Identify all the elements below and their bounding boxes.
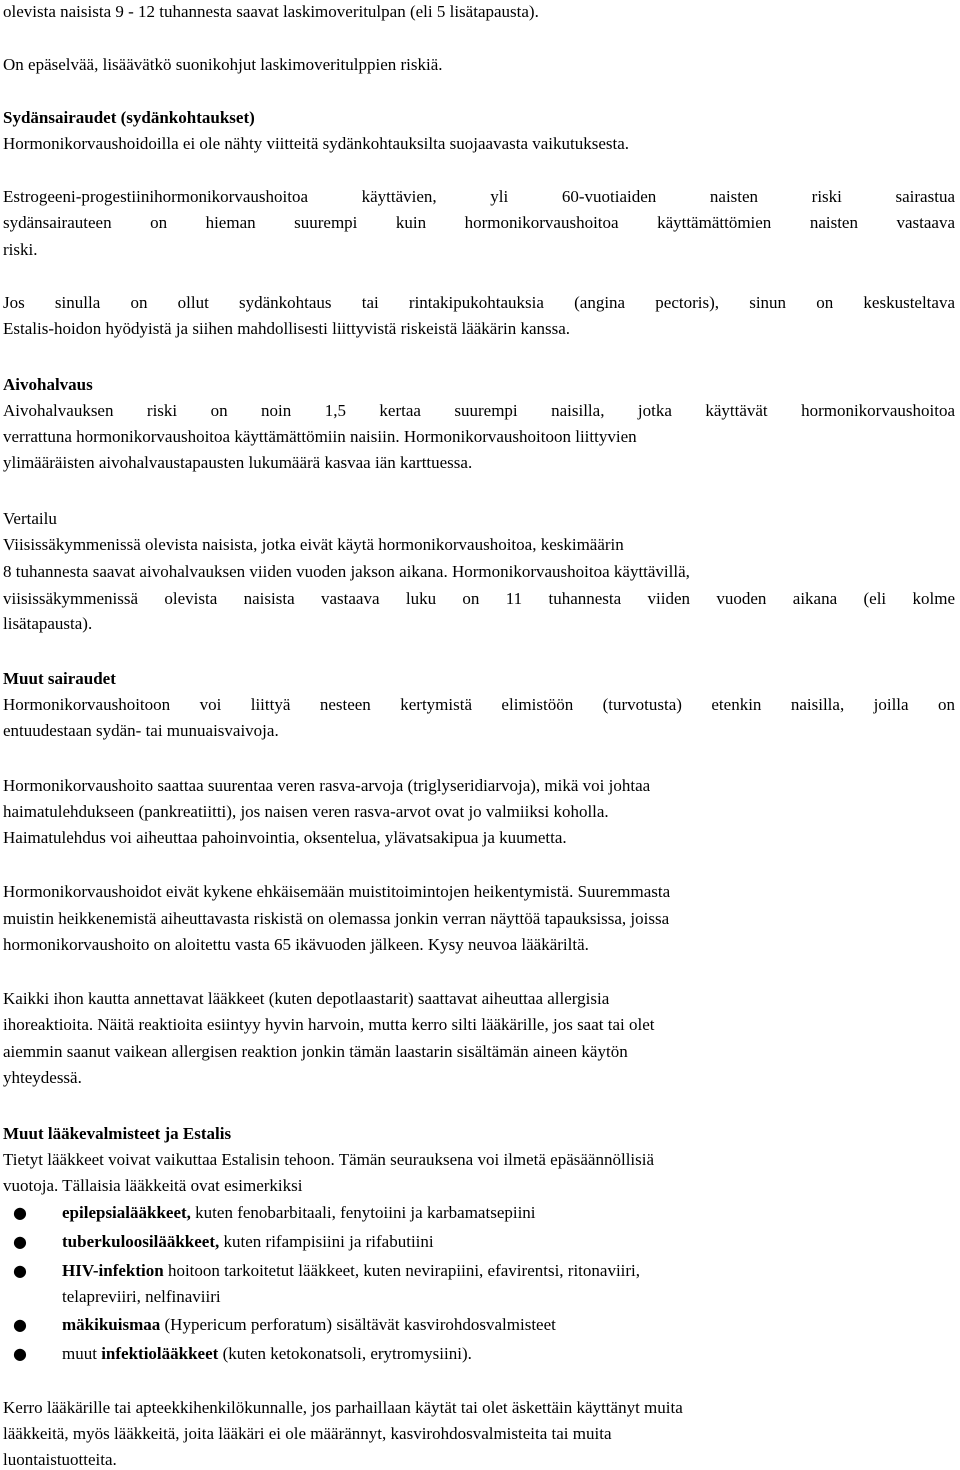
body-text-line: yhteydessä.: [3, 1068, 82, 1087]
list-item: [62, 1203, 536, 1223]
body-text-line: 8 tuhannesta saavat aivohalvauksen viiden vuoden jakson aikana. Hormonikorvaushoitoa käyttävillä,: [3, 562, 690, 581]
section-heading-drug-interactions: Muut lääkevalmisteet ja Estalis: [3, 1124, 232, 1143]
body-text-line: Hormonikorvaushoito saattaa suurentaa veren rasva-arvoja (triglyseridiarvoja), mikä voi johtaa: [3, 776, 651, 795]
section-heading-comparison: Vertailu: [3, 509, 57, 528]
body-text-line: verrattuna hormonikorvaushoitoa käyttämättömiin naisiin. Hormonikorvaushoitoon liittyvien: [3, 427, 637, 446]
list-item-bold-term: tuberkuloosilääkkeet,: [62, 1232, 220, 1251]
bullet-dot-icon: ●: [13, 1261, 27, 1280]
body-text-line: lääkkeitä, myös lääkkeitä, joita lääkäri ei ole määrännyt, kasvirohdosvalmisteita tai muita: [3, 1424, 612, 1443]
list-item-text: kuten fenobarbitaali, fenytoiini ja karbamatsepiini: [190, 1203, 536, 1222]
list-item-text: (kuten ketokonatsoli, erytromysiini).: [218, 1344, 472, 1363]
body-text-line: haimatulehdukseen (pankreatiitti), jos naisen veren rasva-arvot ovat jo valmiiksi koholla.: [3, 802, 609, 821]
list-item: [62, 1232, 434, 1252]
body-text-line: On epäselvää, lisäävätkö suonikohjut laskimoveritulppien riskiä.: [3, 55, 443, 74]
list-item-continuation: telapreviiri, nelfinaviiri: [62, 1287, 221, 1306]
bullet-dot-icon: ●: [13, 1232, 27, 1251]
list-item-bold-term: HIV-infektion: [62, 1261, 164, 1280]
body-text-line: sydänsairauteen on hieman suurempi kuin hormonikorvaushoitoa käyttämättömien naisten vastaava: [3, 213, 955, 232]
body-text-line: Estrogeeni-progestiinihormonikorvaushoitoa käyttävien, yli 60-vuotiaiden naisten riski sairastua: [3, 187, 955, 206]
body-text-line: Hormonikorvaushoitoon voi liittyä nesteen kertymistä elimistöön (turvotusta) etenkin naisilla, joilla on: [3, 695, 955, 714]
list-item-bold-term: mäkikuismaa: [62, 1315, 161, 1334]
body-text-line: aiemmin saanut vaikean allergisen reaktion jonkin tämän laastarin sisältämän aineen käytön: [3, 1042, 628, 1061]
body-text-line: Hormonikorvaushoidot eivät kykene ehkäisemään muistitoimintojen heikentymistä. Suuremmasta: [3, 882, 671, 901]
body-text-line: ylimääräisten aivohalvaustapausten lukumäärä kasvaa iän karttuessa.: [3, 453, 473, 472]
bullet-dot-icon: ●: [13, 1344, 27, 1363]
list-item: [62, 1344, 472, 1364]
bullet-dot-icon: ●: [13, 1315, 27, 1334]
bullet-dot-icon: ●: [13, 1203, 27, 1222]
section-heading-stroke: Aivohalvaus: [3, 375, 93, 394]
list-item: [62, 1261, 640, 1281]
body-text-line: Kerro lääkärille tai apteekkihenkilökunnalle, jos parhaillaan käytät tai olet äskettäin käyttänyt muita: [3, 1398, 683, 1417]
list-item-text: (Hypericum perforatum) sisältävät kasvirohdosvalmisteet: [160, 1315, 556, 1334]
list-item-text: kuten rifampisiini ja rifabutiini: [219, 1232, 434, 1251]
body-text-line: Tietyt lääkkeet voivat vaikuttaa Estalisin tehoon. Tämän seurauksena voi ilmetä epäsäännöllisiä: [3, 1150, 655, 1169]
body-text-line: Hormonikorvaushoidoilla ei ole nähty viitteitä sydänkohtauksilta suojaavasta vaikutuksesta.: [3, 134, 630, 153]
list-item-bold-term: infektiolääkkeet: [101, 1344, 219, 1363]
body-text-line: olevista naisista 9 - 12 tuhannesta saavat laskimoveritulpan (eli 5 lisätapausta).: [3, 2, 539, 21]
body-text-line: Jos sinulla on ollut sydänkohtaus tai rintakipukohtauksia (angina pectoris), sinun on keskusteltava: [3, 293, 955, 312]
list-item-bold-term: epilepsialääkkeet,: [62, 1203, 191, 1222]
body-text-line: muistin heikkenemistä aiheuttavasta riskistä on olemassa jonkin verran näyttöä tapauksissa, joissa: [3, 909, 670, 928]
list-item-text: hoitoon tarkoitetut lääkkeet, kuten nevirapiini, efavirentsi, ritonaviiri,: [163, 1261, 641, 1280]
body-text-line: Haimatulehdus voi aiheuttaa pahoinvointia, oksentelua, ylävatsakipua ja kuumetta.: [3, 828, 567, 847]
body-text-line: luontaistuotteita.: [3, 1450, 117, 1469]
section-heading-other-diseases: Muut sairaudet: [3, 669, 116, 688]
body-text-line: vuotoja. Tällaisia lääkkeitä ovat esimerkiksi: [3, 1176, 303, 1195]
body-text-line: viisissäkymmenissä olevista naisista vastaava luku on 11 tuhannesta viiden vuoden aikana (eli kolme: [3, 589, 955, 608]
body-text-line: Viisissäkymmenissä olevista naisista, jotka eivät käytä hormonikorvaushoitoa, keskimäärin: [3, 535, 624, 554]
list-item: [62, 1315, 556, 1335]
body-text-line: riski.: [3, 240, 38, 259]
body-text-line: hormonikorvaushoito on aloitettu vasta 65 ikävuoden jälkeen. Kysy neuvoa lääkäriltä.: [3, 935, 589, 954]
section-heading-heart-disease: Sydänsairaudet (sydänkohtaukset): [3, 108, 255, 127]
body-text-line: Aivohalvauksen riski on noin 1,5 kertaa suurempi naisilla, jotka käyttävät hormonikorvaushoitoa: [3, 401, 955, 420]
list-item-prefix: muut: [62, 1344, 102, 1363]
body-text-line: ihoreaktioita. Näitä reaktioita esiintyy hyvin harvoin, mutta kerro silti lääkärille, jos saat tai olet: [3, 1015, 655, 1034]
body-text-line: Estalis-hoidon hyödyistä ja siihen mahdollisesti liittyvistä riskeistä lääkärin kanssa.: [3, 319, 571, 338]
body-text-line: Kaikki ihon kautta annettavat lääkkeet (kuten depotlaastarit) saattavat aiheuttaa allergisia: [3, 989, 610, 1008]
body-text-line: entuudestaan sydän- tai munuaisvaivoja.: [3, 721, 279, 740]
body-text-line: lisätapausta).: [3, 614, 93, 633]
